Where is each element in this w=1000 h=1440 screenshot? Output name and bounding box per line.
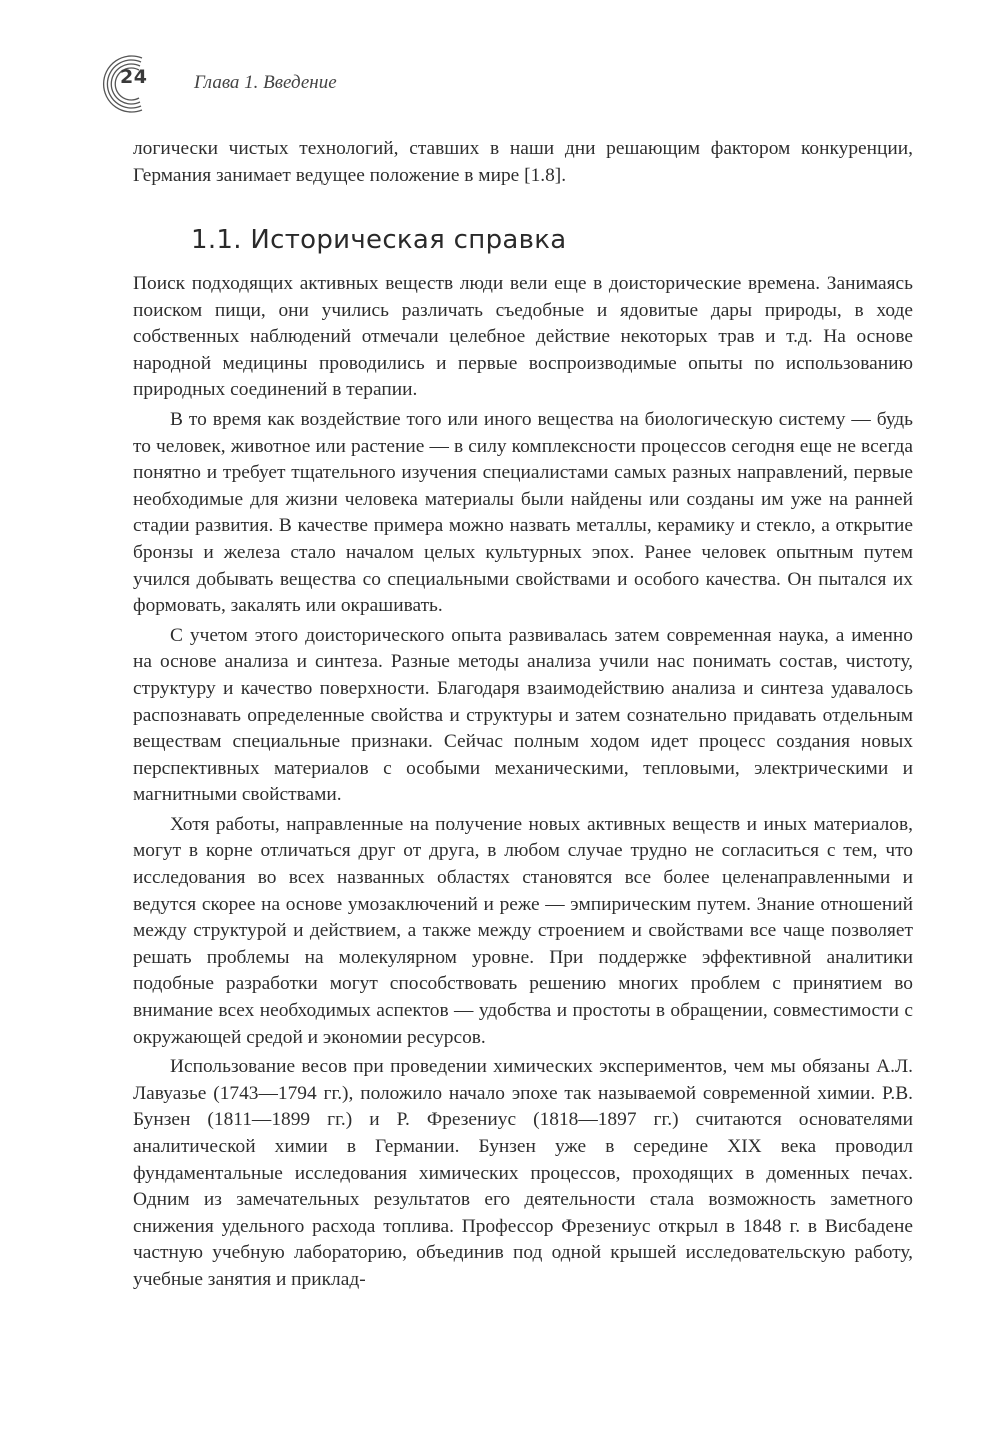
section-heading: 1.1. Историческая справка [191,225,567,255]
page-number: 24 [120,66,148,88]
section-body [133,271,913,1294]
paragraph-2: В то время как воздействие того или иного вещества на биологическую систему — будь то человек, животное или растение — в силу комплексности процессов сегодня еще не всегда понятно и требует тщательного изучения специалистами самых разных направлений, первые необходимые для жизни человека материалы были найдены или созданы им уже на ранней стадии развития. В качестве примера можно назвать металлы, керамику и стекло, а открытие бронзы и железа стало началом целых культурных эпох. Ранее человек опытным путем учился добывать вещества со специальными свойствами и особого качества. Он пытался их формовать, закалять или окрашивать. [133,408,913,617]
chapter-title: Глава 1. Введение [194,72,337,93]
intro-paragraph-block [133,136,913,189]
paragraph-3: С учетом этого доисторического опыта развивалась затем современная наука, а именно на основе анализа и синтеза. Разные методы анализа учили нас понимать состав, чистоту, структуру и качество поверхности. Благодаря взаимодействию анализа и синтеза удавалось распознавать определенные свойства и структуры и затем сознательно придавать отдельным веществам специальные признаки. Сейчас полным ходом идет процесс создания новых перспективных материалов с особыми механическими, тепловыми, электрическими и магнитными свойствами. [133,624,913,806]
paragraph-1: Поиск подходящих активных веществ люди вели еще в доисторические времена. Занимаясь поиском пищи, они учились различать съедобные и ядовитые дары природы, в ходе собственных наблюдений отмечали целебное действие некоторых трав и т.д. На основе народной медицины проводились и первые воспроизводимые опыты по использованию природных соединений в терапии. [133,273,913,401]
paragraph-5: Использование весов при проведении химических экспериментов, чем мы обязаны А.Л. Лавуазье (1743—1794 гг.), положило начало эпохе так называемой современной химии. Р.В. Бунзен (1811—1899 гг.) и Р. Фрезениус (1818—1897 гг.) считаются основателями аналитической химии в Германии. Бунзен уже в середине XIX века проводил фундаментальные исследования химических процессов, проходящих в доменных печах. Одним из замечательных результатов его деятельности стала возможность заметного снижения удельного расхода топлива. Профессор Фрезениус открыл в 1848 г. в Висбадене частную учебную лабораторию, объединив под одной крышей исследовательскую работу, учебные занятия и приклад- [133,1056,913,1290]
running-header [98,52,498,116]
page-number-badge [98,52,162,116]
intro-paragraph: логически чистых технологий, ставших в наши дни решающим фактором конкуренции, Германия занимает ведущее положение в мире [1.8]. [133,138,913,186]
paragraph-4: Хотя работы, направленные на получение новых активных веществ и иных материалов, могут в корне отличаться друг от друга, в любом случае трудно не согласиться с тем, что исследования во всех названных областях становятся все более целенаправленными и ведутся скорее на основе умозаключений и реже — эмпирическим путем. Знание отношений между структурой и действием, а также между строением и свойствами все чаще позволяет решать проблемы на молекулярном уровне. При поддержке эффективной аналитики подобные разработки могут способствовать решению многих проблем с принятием во внимание всех необходимых аспектов — удобства и простоты в обращении, совместимости с окружающей средой и экономии ресурсов. [133,813,913,1048]
